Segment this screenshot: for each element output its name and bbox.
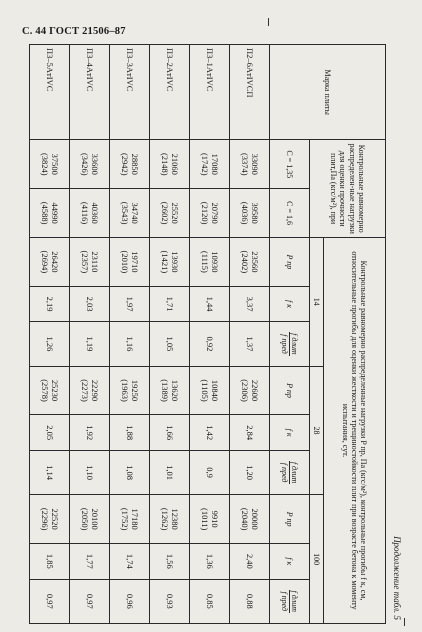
cell-c16: 39580 (4036) bbox=[230, 189, 270, 238]
ratio-numerator: f длит bbox=[290, 333, 300, 355]
cell-f100: 2,40 bbox=[230, 544, 270, 579]
header-c16: С = 1,6 bbox=[270, 189, 310, 238]
header-age-28: 28 bbox=[310, 366, 324, 495]
cell-f28: 1,66 bbox=[150, 415, 190, 450]
cell-f100: 1,85 bbox=[30, 544, 70, 579]
cell-grade: П3–4AтIVС bbox=[70, 45, 110, 140]
header-c135: С = 1,35 bbox=[270, 140, 310, 189]
ratio-numerator: f длит bbox=[290, 590, 300, 613]
cell-r14: 0,92 bbox=[190, 322, 230, 366]
header-stiffness: Контрольные равномерно распределенные нагрузки P пр, Па (кгс/м²), контрольные прогибы f к, см, относительные прогибы для оценки жесткости и трещиностойкости плит при возрасте бетона к моменту испытания, сут. bbox=[324, 237, 386, 623]
cell-f14: 2,03 bbox=[70, 286, 110, 321]
header-age-14: 14 bbox=[310, 237, 324, 366]
cell-f14: 1,97 bbox=[110, 286, 150, 321]
cell-c16: 44990 (4588) bbox=[30, 189, 70, 238]
cell-p14: 23110 (2357) bbox=[70, 237, 110, 286]
cell-p28: 10840 (1105) bbox=[190, 366, 230, 415]
cell-f14: 3,37 bbox=[230, 286, 270, 321]
cell-p28: 22600 (2306) bbox=[230, 366, 270, 415]
cell-p14: 23560 (2402) bbox=[230, 237, 270, 286]
cell-r28: 1,01 bbox=[150, 450, 190, 494]
cell-f28: 2,05 bbox=[30, 415, 70, 450]
cell-f100: 1,36 bbox=[190, 544, 230, 579]
cell-r14: 1,05 bbox=[150, 322, 190, 366]
cell-f28: 2,84 bbox=[230, 415, 270, 450]
cell-c135: 21060 (2148) bbox=[150, 140, 190, 189]
scan-mark bbox=[268, 18, 269, 26]
cell-f14: 1,71 bbox=[150, 286, 190, 321]
ratio-denominator: f пред bbox=[280, 334, 289, 354]
cell-p100: 17180 (1752) bbox=[110, 495, 150, 544]
cell-grade: П3–5AтIVС bbox=[30, 45, 70, 140]
cell-r14: 1,16 bbox=[110, 322, 150, 366]
cell-grade: П2–6AтIVСП bbox=[230, 45, 270, 140]
ratio-numerator: f длит bbox=[290, 461, 300, 484]
cell-grade: П3–1AтIVС bbox=[190, 45, 230, 140]
header-f-100: f к bbox=[270, 544, 310, 579]
cell-r100: 0,97 bbox=[70, 579, 110, 623]
table-row bbox=[150, 45, 190, 624]
ratio-denominator: f пред bbox=[280, 462, 289, 483]
loads-table bbox=[29, 44, 386, 624]
cell-c135: 17080 (1742) bbox=[190, 140, 230, 189]
header-ratio-14 bbox=[270, 322, 310, 366]
cell-p100: 20100 (2050) bbox=[70, 495, 110, 544]
cell-r100: 0,97 bbox=[30, 579, 70, 623]
table-row bbox=[230, 45, 270, 624]
cell-r28: 1,08 bbox=[110, 450, 150, 494]
cell-grade: П3–2AтIVС bbox=[150, 45, 190, 140]
cell-r100: 0,96 bbox=[110, 579, 150, 623]
table-row bbox=[190, 45, 230, 624]
cell-c135: 33090 (3374) bbox=[230, 140, 270, 189]
cell-p100: 22520 (2296) bbox=[30, 495, 70, 544]
header-ratio-28 bbox=[270, 450, 310, 494]
cell-grade: П3–3AтIVС bbox=[110, 45, 150, 140]
cell-r14: 1,26 bbox=[30, 322, 70, 366]
table-row bbox=[70, 45, 110, 624]
cell-r28: 1,20 bbox=[230, 450, 270, 494]
cell-c16: 40360 (4116) bbox=[70, 189, 110, 238]
cell-f100: 1,74 bbox=[110, 544, 150, 579]
cell-c135: 37500 (3824) bbox=[30, 140, 70, 189]
cell-f28: 1,42 bbox=[190, 415, 230, 450]
cell-p28: 22290 (2273) bbox=[70, 366, 110, 415]
cell-c16: 34740 (3543) bbox=[110, 189, 150, 238]
header-p-28: P пр bbox=[270, 366, 310, 415]
cell-f14: 2,19 bbox=[30, 286, 70, 321]
table-row bbox=[110, 45, 150, 624]
cell-c135: 33600 (3426) bbox=[70, 140, 110, 189]
cell-p100: 12380 (1262) bbox=[150, 495, 190, 544]
table-continuation-label: Продолжение табл. 5 bbox=[392, 536, 402, 620]
cell-c135: 28850 (2942) bbox=[110, 140, 150, 189]
table-row bbox=[30, 45, 70, 624]
cell-r28: 1,14 bbox=[30, 450, 70, 494]
cell-p28: 19250 (1963) bbox=[110, 366, 150, 415]
cell-p100: 20000 (2040) bbox=[230, 495, 270, 544]
cell-r28: 1,10 bbox=[70, 450, 110, 494]
cell-c16: 25520 (2602) bbox=[150, 189, 190, 238]
header-control-load: Контрольные равномерно распределен-ные нагрузки для оценки прочности плит,Па (кгс/м²), при bbox=[310, 140, 386, 238]
cell-r100: 0,93 bbox=[150, 579, 190, 623]
cell-p14: 26420 (2694) bbox=[30, 237, 70, 286]
rotated-table-region bbox=[40, 44, 402, 624]
cell-r14: 1,37 bbox=[230, 322, 270, 366]
cell-r14: 1,19 bbox=[70, 322, 110, 366]
cell-r28: 0,9 bbox=[190, 450, 230, 494]
cell-f28: 1,88 bbox=[110, 415, 150, 450]
cell-f14: 1,44 bbox=[190, 286, 230, 321]
cell-f100: 1,56 bbox=[150, 544, 190, 579]
cell-p14: 10930 (1115) bbox=[190, 237, 230, 286]
cell-p28: 25230 (2578) bbox=[30, 366, 70, 415]
header-p-14: P пр bbox=[270, 237, 310, 286]
cell-r100: 0,88 bbox=[230, 579, 270, 623]
cell-c16: 20790 (2120) bbox=[190, 189, 230, 238]
header-age-100: 100 bbox=[310, 495, 324, 624]
ratio-denominator: f пред bbox=[280, 591, 289, 612]
cell-r100: 0,85 bbox=[190, 579, 230, 623]
cell-f100: 1,77 bbox=[70, 544, 110, 579]
page-header: С. 44 ГОСТ 21506–87 bbox=[22, 26, 126, 37]
cell-p100: 9910 (1011) bbox=[190, 495, 230, 544]
cell-p14: 19710 (2010) bbox=[110, 237, 150, 286]
header-p-100: P пр bbox=[270, 495, 310, 544]
header-grade: Марка плиты bbox=[270, 45, 386, 140]
header-ratio-100 bbox=[270, 579, 310, 623]
header-f-14: f к bbox=[270, 286, 310, 321]
cell-f28: 1,92 bbox=[70, 415, 110, 450]
header-f-28: f к bbox=[270, 415, 310, 450]
cell-p28: 13620 (1389) bbox=[150, 366, 190, 415]
scan-mark bbox=[404, 618, 405, 626]
cell-p14: 13930 (1421) bbox=[150, 237, 190, 286]
